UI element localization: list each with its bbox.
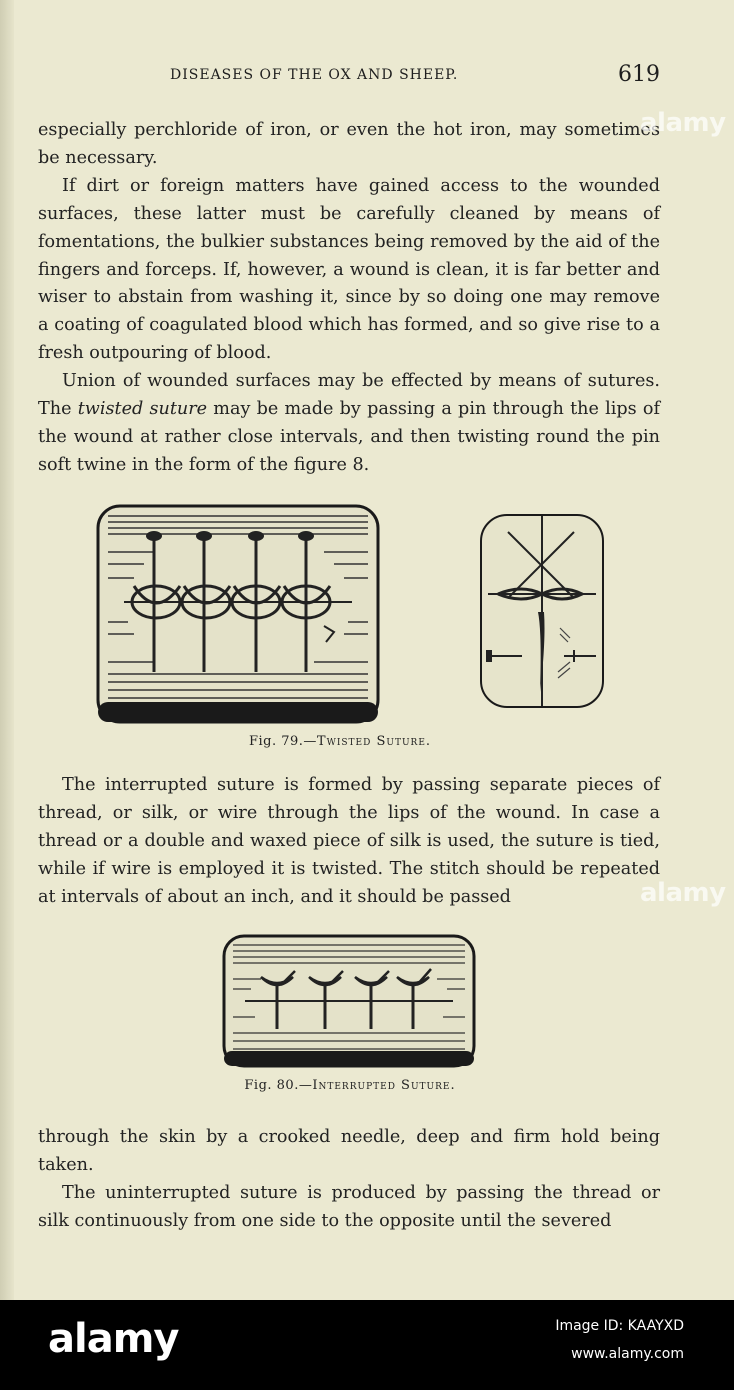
running-head: DISEASES OF THE OX AND SHEEP. [170,67,459,83]
fig-79-twisted-suture-illustration [94,502,382,726]
watermark-logo-top: alamy [640,108,726,138]
text-block-middle [38,772,660,912]
site-url-label: www.alamy.com [571,1346,684,1362]
paragraph-2: If dirt or foreign matters have gained access to the wounded surfaces, these latter must be carefully cleaned by means of fomentations, the bulkier substances being removed by the aid of the fingers and forceps. If, however, a wound is clean, it is far better and wiser to abstain from washing it, since by so doing one may remove a coating of coagulated blood which has formed, and so give rise to a fresh outpouring of blood. [38,175,660,364]
paragraph-4: The interrupted suture is formed by passing separate pieces of thread, or silk, or wire through the lips of the wound. In case a thread or a double and waxed piece of silk is used, the suture is tied, while if wire is employed it is twisted. The stitch should be repeated at intervals of about an inch, and it should be passed [38,775,660,907]
paragraph-5: through the skin by a crooked needle, deep and firm hold being taken. [38,1127,660,1175]
fig-79-single-pin-detail [478,512,606,710]
text-block-bottom [38,1124,660,1236]
page-number: 619 [618,62,660,87]
paragraph-1: especially perchloride of iron, or even the hot iron, may sometimes be necessary. [38,120,660,168]
image-id-label: Image ID: KAAYXD [555,1318,684,1334]
text-block-top [38,117,660,480]
fig-80-caption: Fig. 80.—Interrupted Suture. [244,1078,456,1093]
fig-79-caption: Fig. 79.—Twisted Suture. [248,734,432,749]
watermark-logo-middle: alamy [640,878,726,908]
alamy-logo: alamy [48,1316,179,1362]
paragraph-6: The uninterrupted suture is produced by passing the thread or silk continuously from one side to the opposite until the severed [38,1182,660,1231]
fig-80-interrupted-suture-illustration [221,933,477,1069]
page-gutter [0,0,14,1300]
italic-term: twisted suture [77,399,208,420]
paragraph-3: Union of wounded surfaces may be effected by means of sutures. The twisted suture may be made by passing a pin through the lips of the wound at rather close intervals, and then twisting round the pin soft twine in the form of the figure 8. [38,371,660,475]
